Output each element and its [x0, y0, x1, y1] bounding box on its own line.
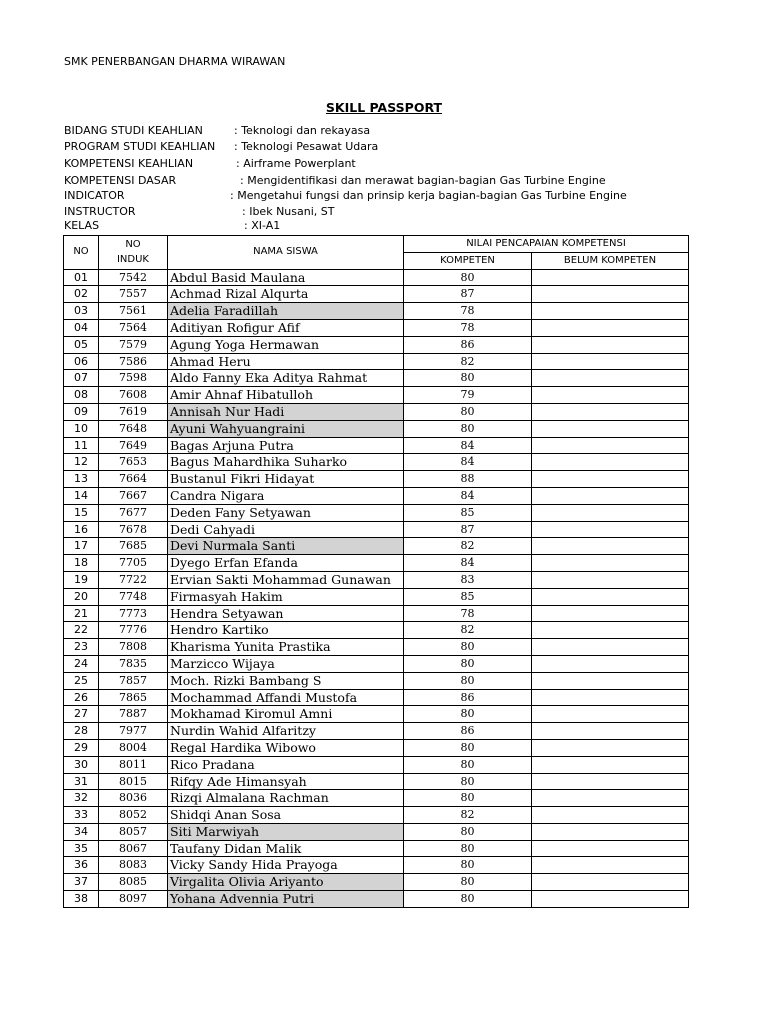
cell-no: 07	[64, 370, 99, 387]
cell-nama-siswa: Aldo Fanny Eka Aditya Rahmat	[168, 370, 404, 387]
cell-no: 04	[64, 319, 99, 336]
table-row	[64, 555, 689, 572]
table-row	[64, 454, 689, 471]
header-nilai-pencapaian: NILAI PENCAPAIAN KOMPETENSI	[404, 236, 689, 253]
cell-belum-kompeten	[532, 588, 689, 605]
cell-no-induk: 7598	[99, 370, 168, 387]
cell-no-induk: 7857	[99, 672, 168, 689]
school-name: SMK PENERBANGAN DHARMA WIRAWAN	[64, 55, 286, 68]
cell-kompeten: 80	[404, 655, 532, 672]
info-label: PROGRAM STUDI KEAHLIAN	[64, 140, 216, 153]
cell-no-induk: 8097	[99, 891, 168, 908]
cell-no: 20	[64, 588, 99, 605]
cell-nama-siswa: Amir Ahnaf Hibatulloh	[168, 387, 404, 404]
cell-belum-kompeten	[532, 286, 689, 303]
cell-nama-siswa: Candra Nigara	[168, 487, 404, 504]
cell-nama-siswa: Yohana Advennia Putri	[168, 891, 404, 908]
table-row	[64, 790, 689, 807]
cell-no-induk: 8011	[99, 756, 168, 773]
cell-nama-siswa: Siti Marwiyah	[168, 823, 404, 840]
cell-kompeten: 80	[404, 874, 532, 891]
info-label: BIDANG STUDI KEAHLIAN	[64, 124, 203, 137]
table-row	[64, 588, 689, 605]
cell-nama-siswa: Ervian Sakti Mohammad Gunawan	[168, 571, 404, 588]
cell-nama-siswa: Deden Fany Setyawan	[168, 504, 404, 521]
table-row	[64, 823, 689, 840]
cell-nama-siswa: Mochammad Affandi Mustofa	[168, 689, 404, 706]
cell-belum-kompeten	[532, 336, 689, 353]
cell-no-induk: 8085	[99, 874, 168, 891]
cell-belum-kompeten	[532, 487, 689, 504]
cell-belum-kompeten	[532, 706, 689, 723]
cell-no-induk: 7677	[99, 504, 168, 521]
cell-kompeten: 80	[404, 639, 532, 656]
header-no-induk	[99, 236, 168, 270]
cell-no-induk: 7586	[99, 353, 168, 370]
cell-kompeten: 82	[404, 353, 532, 370]
cell-belum-kompeten	[532, 504, 689, 521]
score-table	[63, 235, 689, 908]
cell-kompeten: 87	[404, 521, 532, 538]
cell-nama-siswa: Rizqi Almalana Rachman	[168, 790, 404, 807]
cell-nama-siswa: Ahmad Heru	[168, 353, 404, 370]
table-row	[64, 521, 689, 538]
cell-no-induk: 7608	[99, 387, 168, 404]
cell-no: 26	[64, 689, 99, 706]
cell-kompeten: 84	[404, 487, 532, 504]
cell-kompeten: 80	[404, 403, 532, 420]
table-row	[64, 487, 689, 504]
cell-no: 25	[64, 672, 99, 689]
table-row	[64, 672, 689, 689]
cell-belum-kompeten	[532, 622, 689, 639]
cell-no: 15	[64, 504, 99, 521]
info-label: KOMPETENSI KEAHLIAN	[64, 157, 194, 170]
cell-kompeten: 86	[404, 336, 532, 353]
cell-no-induk: 7579	[99, 336, 168, 353]
cell-no-induk: 8004	[99, 739, 168, 756]
table-row	[64, 420, 689, 437]
cell-no-induk: 7678	[99, 521, 168, 538]
cell-no-induk: 7835	[99, 655, 168, 672]
table-row	[64, 706, 689, 723]
cell-nama-siswa: Bagas Arjuna Putra	[168, 437, 404, 454]
cell-nama-siswa: Aditiyan Rofigur Afif	[168, 319, 404, 336]
cell-nama-siswa: Dyego Erfan Efanda	[168, 555, 404, 572]
header-no-induk-line2: INDUK	[116, 254, 149, 266]
cell-nama-siswa: Kharisma Yunita Prastika	[168, 639, 404, 656]
cell-kompeten: 85	[404, 588, 532, 605]
table-row	[64, 723, 689, 740]
cell-kompeten: 80	[404, 706, 532, 723]
cell-no: 28	[64, 723, 99, 740]
table-row	[64, 891, 689, 908]
cell-belum-kompeten	[532, 471, 689, 488]
table-row	[64, 622, 689, 639]
cell-nama-siswa: Shidqi Anan Sosa	[168, 807, 404, 824]
cell-nama-siswa: Abdul Basid Maulana	[168, 269, 404, 286]
table-row	[64, 336, 689, 353]
cell-belum-kompeten	[532, 790, 689, 807]
cell-no-induk: 7722	[99, 571, 168, 588]
cell-belum-kompeten	[532, 269, 689, 286]
cell-kompeten: 80	[404, 790, 532, 807]
cell-no-induk: 7664	[99, 471, 168, 488]
cell-nama-siswa: Firmasyah Hakim	[168, 588, 404, 605]
cell-nama-siswa: Regal Hardika Wibowo	[168, 739, 404, 756]
header-kompeten: KOMPETEN	[404, 252, 532, 269]
table-row	[64, 639, 689, 656]
info-label: INSTRUCTOR	[64, 205, 136, 218]
cell-kompeten: 86	[404, 689, 532, 706]
cell-kompeten: 82	[404, 538, 532, 555]
cell-belum-kompeten	[532, 420, 689, 437]
cell-nama-siswa: Hendra Setyawan	[168, 605, 404, 622]
info-value: : Mengetahui fungsi dan prinsip kerja bagian-bagian Gas Turbine Engine	[230, 189, 627, 202]
cell-no: 13	[64, 471, 99, 488]
cell-belum-kompeten	[532, 723, 689, 740]
cell-no: 18	[64, 555, 99, 572]
cell-belum-kompeten	[532, 353, 689, 370]
cell-nama-siswa: Taufany Didan Malik	[168, 840, 404, 857]
cell-no-induk: 8015	[99, 773, 168, 790]
cell-no-induk: 7561	[99, 303, 168, 320]
info-value: : Teknologi dan rekayasa	[234, 124, 371, 137]
cell-nama-siswa: Vicky Sandy Hida Prayoga	[168, 857, 404, 874]
cell-no: 06	[64, 353, 99, 370]
table-row	[64, 571, 689, 588]
cell-kompeten: 80	[404, 891, 532, 908]
cell-no-induk: 7865	[99, 689, 168, 706]
cell-belum-kompeten	[532, 639, 689, 656]
cell-no: 38	[64, 891, 99, 908]
cell-nama-siswa: Nurdin Wahid Alfaritzy	[168, 723, 404, 740]
cell-belum-kompeten	[532, 571, 689, 588]
info-value: : Mengidentifikasi dan merawat bagian-bagian Gas Turbine Engine	[240, 174, 606, 187]
table-row	[64, 437, 689, 454]
table-row	[64, 874, 689, 891]
cell-no: 29	[64, 739, 99, 756]
cell-belum-kompeten	[532, 538, 689, 555]
cell-kompeten: 79	[404, 387, 532, 404]
table-row	[64, 857, 689, 874]
cell-no: 12	[64, 454, 99, 471]
cell-nama-siswa: Hendro Kartiko	[168, 622, 404, 639]
cell-belum-kompeten	[532, 857, 689, 874]
cell-no-induk: 8083	[99, 857, 168, 874]
cell-belum-kompeten	[532, 319, 689, 336]
table-row	[64, 538, 689, 555]
table-row	[64, 269, 689, 286]
table-row	[64, 773, 689, 790]
cell-no: 33	[64, 807, 99, 824]
info-value: : Teknologi Pesawat Udara	[234, 140, 379, 153]
cell-no: 21	[64, 605, 99, 622]
cell-kompeten: 80	[404, 756, 532, 773]
cell-no-induk: 7648	[99, 420, 168, 437]
cell-nama-siswa: Achmad Rizal Alqurta	[168, 286, 404, 303]
table-row	[64, 319, 689, 336]
cell-nama-siswa: Virgalita Olivia Ariyanto	[168, 874, 404, 891]
cell-belum-kompeten	[532, 454, 689, 471]
cell-no: 37	[64, 874, 99, 891]
cell-no: 03	[64, 303, 99, 320]
cell-belum-kompeten	[532, 874, 689, 891]
cell-nama-siswa: Moch. Rizki Bambang S	[168, 672, 404, 689]
cell-belum-kompeten	[532, 807, 689, 824]
header-no-induk-line1: NO	[125, 238, 141, 250]
info-label: KOMPETENSI DASAR	[64, 174, 177, 187]
cell-kompeten: 86	[404, 723, 532, 740]
cell-no: 05	[64, 336, 99, 353]
cell-nama-siswa: Mokhamad Kiromul Amni	[168, 706, 404, 723]
cell-belum-kompeten	[532, 370, 689, 387]
cell-no: 30	[64, 756, 99, 773]
cell-nama-siswa: Annisah Nur Hadi	[168, 403, 404, 420]
cell-kompeten: 84	[404, 555, 532, 572]
cell-no-induk: 8067	[99, 840, 168, 857]
cell-nama-siswa: Agung Yoga Hermawan	[168, 336, 404, 353]
cell-belum-kompeten	[532, 739, 689, 756]
cell-no-induk: 7705	[99, 555, 168, 572]
cell-kompeten: 82	[404, 807, 532, 824]
cell-no-induk: 7977	[99, 723, 168, 740]
cell-nama-siswa: Rico Pradana	[168, 756, 404, 773]
cell-belum-kompeten	[532, 555, 689, 572]
cell-kompeten: 78	[404, 605, 532, 622]
header-no: NO	[64, 236, 99, 270]
table-row	[64, 387, 689, 404]
cell-no-induk: 8036	[99, 790, 168, 807]
cell-kompeten: 80	[404, 857, 532, 874]
cell-nama-siswa: Bagus Mahardhika Suharko	[168, 454, 404, 471]
cell-no-induk: 8052	[99, 807, 168, 824]
cell-no: 01	[64, 269, 99, 286]
cell-belum-kompeten	[532, 605, 689, 622]
cell-no-induk: 7542	[99, 269, 168, 286]
table-row	[64, 286, 689, 303]
cell-belum-kompeten	[532, 403, 689, 420]
cell-no-induk: 7748	[99, 588, 168, 605]
cell-nama-siswa: Rifqy Ade Himansyah	[168, 773, 404, 790]
info-value: : XI-A1	[244, 219, 281, 232]
cell-nama-siswa: Devi Nurmala Santi	[168, 538, 404, 555]
table-row	[64, 353, 689, 370]
table-row	[64, 403, 689, 420]
page-title: SKILL PASSPORT	[325, 100, 443, 115]
cell-no: 09	[64, 403, 99, 420]
info-label: INDICATOR	[64, 189, 125, 202]
table-row	[64, 807, 689, 824]
cell-kompeten: 80	[404, 773, 532, 790]
cell-kompeten: 82	[404, 622, 532, 639]
cell-kompeten: 83	[404, 571, 532, 588]
table-row	[64, 303, 689, 320]
info-value: : Ibek Nusani, ST	[242, 205, 335, 218]
header-belum-kompeten: BELUM KOMPETEN	[532, 252, 689, 269]
cell-kompeten: 78	[404, 319, 532, 336]
cell-no: 31	[64, 773, 99, 790]
cell-belum-kompeten	[532, 891, 689, 908]
cell-no-induk: 7619	[99, 403, 168, 420]
table-body	[64, 269, 689, 907]
cell-belum-kompeten	[532, 672, 689, 689]
cell-no: 02	[64, 286, 99, 303]
table-header	[64, 236, 689, 270]
cell-nama-siswa: Marzicco Wijaya	[168, 655, 404, 672]
cell-kompeten: 85	[404, 504, 532, 521]
cell-no: 17	[64, 538, 99, 555]
cell-no: 36	[64, 857, 99, 874]
cell-no-induk: 7776	[99, 622, 168, 639]
cell-no-induk: 7564	[99, 319, 168, 336]
table-row	[64, 471, 689, 488]
cell-no-induk: 7667	[99, 487, 168, 504]
cell-no-induk: 7808	[99, 639, 168, 656]
table-row	[64, 739, 689, 756]
cell-belum-kompeten	[532, 655, 689, 672]
cell-kompeten: 80	[404, 840, 532, 857]
cell-kompeten: 84	[404, 437, 532, 454]
cell-belum-kompeten	[532, 689, 689, 706]
cell-belum-kompeten	[532, 387, 689, 404]
cell-kompeten: 80	[404, 672, 532, 689]
cell-no-induk: 7653	[99, 454, 168, 471]
cell-no: 32	[64, 790, 99, 807]
table-row	[64, 689, 689, 706]
cell-no: 14	[64, 487, 99, 504]
cell-no-induk: 7773	[99, 605, 168, 622]
table-row	[64, 655, 689, 672]
cell-kompeten: 88	[404, 471, 532, 488]
cell-no: 11	[64, 437, 99, 454]
cell-nama-siswa: Dedi Cahyadi	[168, 521, 404, 538]
header-nama-siswa: NAMA SISWA	[168, 236, 404, 270]
cell-belum-kompeten	[532, 773, 689, 790]
cell-belum-kompeten	[532, 823, 689, 840]
cell-kompeten: 80	[404, 370, 532, 387]
cell-no: 35	[64, 840, 99, 857]
info-value: : Airframe Powerplant	[236, 157, 356, 170]
cell-belum-kompeten	[532, 756, 689, 773]
table-row	[64, 840, 689, 857]
cell-no-induk: 7685	[99, 538, 168, 555]
cell-no-induk: 7887	[99, 706, 168, 723]
cell-kompeten: 80	[404, 823, 532, 840]
cell-kompeten: 87	[404, 286, 532, 303]
cell-belum-kompeten	[532, 303, 689, 320]
cell-no: 34	[64, 823, 99, 840]
table-row	[64, 756, 689, 773]
cell-kompeten: 80	[404, 739, 532, 756]
cell-nama-siswa: Adelia Faradillah	[168, 303, 404, 320]
info-label: KELAS	[64, 219, 100, 232]
cell-belum-kompeten	[532, 521, 689, 538]
cell-belum-kompeten	[532, 437, 689, 454]
cell-belum-kompeten	[532, 840, 689, 857]
cell-no: 16	[64, 521, 99, 538]
cell-no: 24	[64, 655, 99, 672]
cell-kompeten: 80	[404, 420, 532, 437]
cell-no: 08	[64, 387, 99, 404]
cell-no: 10	[64, 420, 99, 437]
cell-no-induk: 7557	[99, 286, 168, 303]
table-row	[64, 504, 689, 521]
cell-no-induk: 8057	[99, 823, 168, 840]
cell-kompeten: 78	[404, 303, 532, 320]
cell-kompeten: 80	[404, 269, 532, 286]
cell-nama-siswa: Ayuni Wahyuangraini	[168, 420, 404, 437]
table-row	[64, 605, 689, 622]
cell-kompeten: 84	[404, 454, 532, 471]
cell-no: 23	[64, 639, 99, 656]
cell-nama-siswa: Bustanul Fikri Hidayat	[168, 471, 404, 488]
cell-no: 19	[64, 571, 99, 588]
table-row	[64, 370, 689, 387]
cell-no: 27	[64, 706, 99, 723]
cell-no: 22	[64, 622, 99, 639]
cell-no-induk: 7649	[99, 437, 168, 454]
